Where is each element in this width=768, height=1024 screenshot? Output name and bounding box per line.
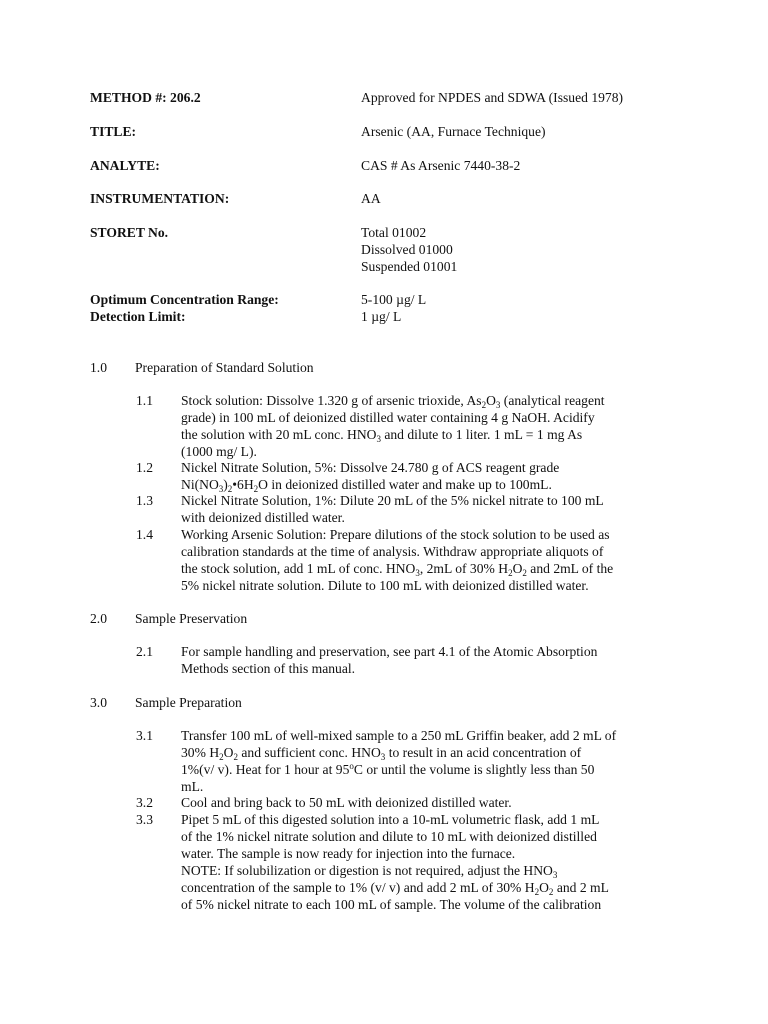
- item-number: 3.2: [136, 795, 153, 810]
- detection-value: 1 µg/ L: [361, 309, 402, 324]
- text-line: of 5% nickel nitrate to each 100 mL of sample. The volume of the calibration: [181, 897, 602, 912]
- subscript: 2: [522, 568, 527, 578]
- section-title: Preparation of Standard Solution: [135, 360, 314, 375]
- text-line: (1000 mg/ L).: [181, 444, 257, 459]
- item-text: [181, 492, 701, 526]
- analyte-value: CAS # As Arsenic 7440-38-2: [361, 158, 521, 173]
- text-line: the solution with 20 mL conc. $HNO_3$ and dilute to 1 liter. 1 mL = 1 mg As: [181, 427, 583, 444]
- range-value: 5-100 µg/ L: [361, 292, 427, 307]
- storet-suspended: Suspended 01001: [361, 259, 458, 274]
- subscript: 2: [534, 887, 540, 897]
- item-number: 1.4: [136, 527, 153, 542]
- subscript: 3: [380, 752, 386, 762]
- text-line: water. The sample is now ready for injection into the furnace.: [181, 846, 516, 861]
- item-number: 1.1: [136, 393, 153, 408]
- section-title: Sample Preparation: [135, 695, 242, 710]
- subscript: 2: [548, 887, 554, 897]
- title-label: TITLE:: [90, 124, 137, 139]
- subscript: 3: [218, 484, 224, 494]
- text-line: Pipet 5 mL of this digested solution into a 10-mL volumetric flask, add 1 mL: [181, 812, 600, 827]
- subscript: 2: [227, 484, 233, 494]
- subscript: 3: [552, 870, 558, 880]
- subscript: 2: [481, 400, 487, 410]
- text-line: Transfer 100 mL of well-mixed sample to a 250 mL Griffin beaker, add 2 mL of: [181, 728, 617, 743]
- item-text: [181, 392, 701, 460]
- text-line: concentration of the sample to 1% (v/ v) and add 2 mL of 30% $H_2O_2$ and 2 mL: [181, 880, 609, 897]
- subscript: 3: [495, 400, 501, 410]
- storet-label: STORET No.: [90, 225, 169, 240]
- subscript: 3: [376, 434, 381, 444]
- degree-superscript: o: [349, 761, 354, 771]
- item-number: 2.1: [136, 644, 153, 659]
- item-number: 3.1: [136, 728, 153, 743]
- section-number: 2.0: [90, 611, 107, 626]
- method-value: Approved for NPDES and SDWA (Issued 1978): [361, 90, 624, 105]
- item-text: [181, 811, 701, 913]
- storet-dissolved: Dissolved 01000: [361, 242, 453, 257]
- text-line: For sample handling and preservation, see part 4.1 of the Atomic Absorption: [181, 644, 598, 659]
- text-line: Stock solution: Dissolve 1.320 g of arsenic trioxide, $As_2O_3$ (analytical reagent: [181, 393, 605, 410]
- text-line: with deionized distilled water.: [181, 510, 345, 525]
- subscript: 2: [233, 752, 238, 762]
- section-number: 3.0: [90, 695, 107, 710]
- text-line: the stock solution, add 1 mL of conc. $HNO_3$, 2mL of 30% $H_2O_2$ and 2mL of the: [181, 561, 614, 578]
- text-line: Nickel Nitrate Solution, 1%: Dilute 20 mL of the 5% nickel nitrate to 100 mL: [181, 493, 604, 508]
- range-label: Optimum Concentration Range:: [90, 292, 279, 307]
- text-line: calibration standards at the time of analysis. Withdraw appropriate aliquots of: [181, 544, 604, 559]
- item-text: [181, 459, 701, 493]
- item-text: [181, 794, 701, 811]
- section-number: 1.0: [90, 360, 107, 375]
- item-number: 1.2: [136, 460, 153, 475]
- text-line: $Ni(NO_3)_2•6H_2O$ in deionized distilled water and make up to 100mL.: [181, 477, 552, 494]
- method-label: METHOD #: 206.2: [90, 90, 201, 105]
- subscript: 3: [415, 568, 420, 578]
- text-line: 30% $H_2O_2$ and sufficient conc. $HNO_3$ to result in an acid concentration of: [181, 745, 582, 762]
- item-text: [181, 526, 701, 594]
- instrumentation-value: AA: [361, 191, 381, 206]
- storet-total: Total 01002: [361, 225, 427, 240]
- text-line: of the 1% nickel nitrate solution and dilute to 10 mL with deionized distilled: [181, 829, 597, 844]
- text-line: mL.: [181, 779, 204, 794]
- text-line: Working Arsenic Solution: Prepare dilutions of the stock solution to be used as: [181, 527, 610, 542]
- text-line: 5% nickel nitrate solution. Dilute to 100 mL with deionized distilled water.: [181, 578, 589, 593]
- item-text: [181, 727, 701, 795]
- text-line: NOTE: If solubilization or digestion is not required, adjust the $HNO_3$: [181, 863, 558, 880]
- section-title: Sample Preservation: [135, 611, 248, 626]
- subscript: 2: [508, 568, 513, 578]
- subscript: 2: [253, 484, 259, 494]
- text-line: grade) in 100 mL of deionized distilled water containing 4 g NaOH. Acidify: [181, 410, 595, 425]
- item-text: [181, 643, 701, 677]
- text-line: Methods section of this manual.: [181, 661, 356, 676]
- item-number: 1.3: [136, 493, 153, 508]
- detection-label: Detection Limit:: [90, 309, 186, 324]
- text-line: Cool and bring back to 50 mL with deionized distilled water.: [181, 795, 512, 810]
- subscript: 2: [219, 752, 224, 762]
- item-number: 3.3: [136, 812, 153, 827]
- text-line: 1%(v/ v). Heat for 1 hour at 95$^o$C or until the volume is slightly less than 50: [181, 761, 595, 777]
- text-line: Nickel Nitrate Solution, 5%: Dissolve 24.780 g of ACS reagent grade: [181, 460, 560, 475]
- analyte-label: ANALYTE:: [90, 158, 160, 173]
- title-value: Arsenic (AA, Furnace Technique): [361, 124, 546, 139]
- instrumentation-label: INSTRUMENTATION:: [90, 191, 230, 206]
